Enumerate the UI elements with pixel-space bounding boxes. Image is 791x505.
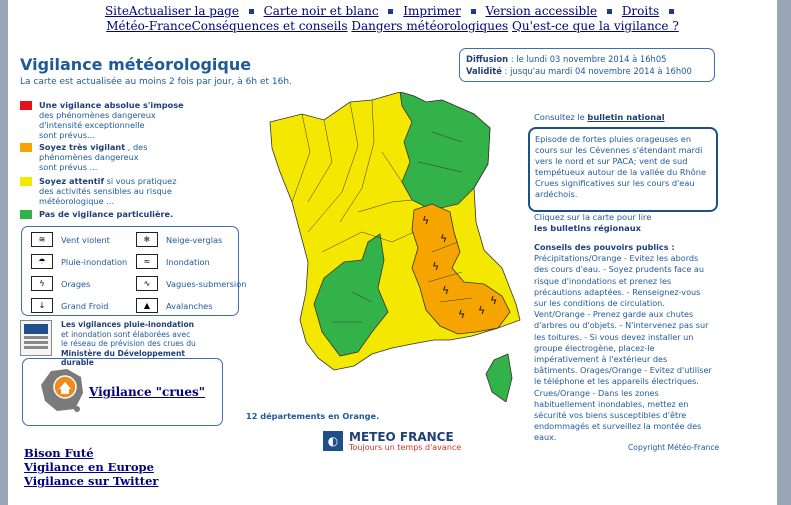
avalanches-label: Avalanches [166,300,213,311]
legend-flood [136,254,210,269]
page-subtitle: La carte est actualisée au moins 2 fois par jour, à 6h et 16h. [20,77,292,87]
snow-icon: ❄ [136,232,158,247]
flood-icon: ≈ [136,254,158,269]
crues-france-icon [37,365,89,417]
map-corsica[interactable] [486,354,512,402]
legend-green [20,209,173,219]
lightning-icon: ϟ [458,308,466,321]
vigilance-europe-link[interactable]: Vigilance en Europe [24,460,154,474]
flood-label: Inondation [166,256,210,267]
legend-rain-flood [31,254,127,269]
bullet-icon [607,9,612,14]
advice-title: Conseils des pouvoirs publics : [534,242,675,252]
lightning-icon: ϟ [478,304,486,317]
rain-flood-icon: ☂ [31,254,53,269]
orange-swatch [20,143,32,152]
map-green-northeast[interactable] [400,92,490,210]
meteo-france-link[interactable]: Météo-France [106,19,192,33]
wind-label: Vent violent [61,234,110,245]
storms-label: Orages [61,278,91,289]
diffusion-label: Diffusion [466,54,509,64]
france-vigilance-map[interactable] [262,92,527,402]
lightning-icon: ϟ [440,232,448,245]
legend-red-line2: des phénomènes dangereux [39,110,156,120]
bullet-icon [471,9,476,14]
bulletins-regionaux-link[interactable]: les bulletins régionaux [534,223,641,233]
validity-label: Validité [466,66,502,76]
left-frame-border [0,0,8,505]
site-link[interactable]: Site [104,4,129,18]
legend-red-title: Une vigilance absolue s'impose [39,100,184,110]
legend-green-title: Pas de vigilance particulière. [39,209,174,219]
episode-box: Episode de fortes pluies orageuses en cours sur les Cévennes s'étendant mardi vers le nord et sur PACA; vent de sud tempétueux autour de la vallée du Rhône Crues significatives sur les cours d'eau ardéchois. [528,127,718,212]
legend-orange-line3: sont prévus ... [39,162,98,172]
page-title: Vigilance météorologique [20,55,252,74]
snow-label: Neige-verglas [166,234,223,245]
diffusion-value: : le lundi 03 novembre 2014 à 16h05 [508,54,667,64]
legend-cold [31,298,109,313]
legend-yellow-title: Soyez attentif [39,176,105,186]
green-swatch [20,210,32,219]
legend-snow [136,232,222,247]
legend-orange [20,142,147,172]
logo-name: METEO FRANCE [349,430,454,444]
copyright: Copyright Météo-France [628,443,720,452]
rain-flood-label: Pluie-inondation [61,256,128,267]
vigilance-twitter-link[interactable]: Vigilance sur Twitter [24,474,159,488]
lightning-icon: ϟ [490,294,498,307]
legend-yellow [20,176,177,206]
avalanche-icon: ▲ [136,298,158,313]
legend-wind [31,232,110,247]
ministry-line4: Ministère du Développement durable [61,348,185,367]
public-advice [534,242,712,444]
lightning-icon: ϟ [442,284,450,297]
advice-text: Précipitations/Orange - Evitez les abords des cours d'eau. - Soyez prudents face au risque d'inondations et prenez les précautions adaptées. - Renseignez-vous sur les conditions de circulation. Vent/Orange - Prenez garde aux chutes d'arbres ou d'objets. - N'intervenez pas sur les toitures. - Si vous devez installer un groupe électrogène, placez-le impérativement à l'extérieur des bâtiments. Orages/Orange - Evitez d'utiliser le téléphone et les appareils électriques. Crues/Orange - Dans les zones habituellement inondables, mettez en sécurité vos biens susceptibles d'être endommagés et surveillez la montée des eaux. [534,253,712,443]
ministry-note [20,318,220,367]
diffusion-box [459,48,715,82]
thermometer-icon: ↓ [31,298,53,313]
yellow-swatch [20,177,32,186]
orange-count: 12 départements en Orange. [246,411,380,421]
legend-yellow-line2: des activités sensibles au risque [39,186,172,196]
legend-orange-line2: phénomènes dangereux [39,152,139,162]
print-bw-link[interactable]: Carte noir et blanc [263,4,379,18]
legend-waves [136,276,246,291]
ministry-logo-icon [20,320,52,356]
legend-yellow-line3: météorologique ... [39,196,115,206]
consult-national [534,112,665,123]
bottom-links [24,446,158,488]
accessible-version-link[interactable]: Version accessible [485,4,598,18]
consequences-link[interactable]: Conséquences et conseils [191,19,348,33]
bullet-icon [388,9,393,14]
legend-red [20,100,184,140]
vigilance-crues-link[interactable]: Vigilance "crues" [89,385,206,399]
red-swatch [20,101,32,110]
bulletin-national-link[interactable]: bulletin national [587,112,665,122]
legend-orange-title: Soyez très vigilant [39,142,126,152]
legend-orange-rest: , des [125,142,148,152]
lightning-icon: ϟ [422,214,430,227]
ministry-line1: Les vigilances pluie-inondation [61,320,195,329]
legend-red-line4: sont prévus... [39,130,95,140]
bullet-icon [669,9,674,14]
refresh-link[interactable]: Actualiser la page [128,4,239,18]
validity-value: : jusqu'au mardi 04 novembre 2014 à 16h00 [501,66,692,76]
waves-icon: ∿ [136,276,158,291]
logo-tagline: Toujours un temps d'avance [349,443,462,452]
consult-label: Consultez le [534,112,588,122]
ministry-line3: le réseau de prévision des crues du [61,339,196,348]
legend-avalanches [136,298,212,313]
lightning-icon: ϟ [432,260,440,273]
legend-yellow-rest: si vous pratiquez [104,176,177,186]
rights-link[interactable]: Droits [621,4,660,18]
bison-fute-link[interactable]: Bison Futé [24,446,94,460]
ministry-line2: et inondation sont élaborées avec [61,329,191,339]
lightning-icon: ϟ [31,276,53,291]
cold-label: Grand Froid [61,300,109,311]
print-link[interactable]: Imprimer [403,4,461,18]
meteo-france-mark-icon: ◐ [323,431,343,451]
legend-red-line3: d'intensité exceptionnelle [39,120,145,130]
meteo-france-logo[interactable] [323,431,463,453]
legend-storms [31,276,90,291]
what-is-vigilance-link[interactable]: Qu'est-ce que la vigilance ? [512,19,679,33]
waves-label: Vagues-submersion [166,278,247,289]
click-map-label: Cliquez sur la carte pour lire [534,212,652,222]
wind-icon: ≋ [31,232,53,247]
click-map-note [534,212,651,234]
right-scrollbar-track[interactable] [777,0,791,505]
top-navigation [8,4,777,34]
dangers-link[interactable]: Dangers météorologiques [351,19,509,33]
bullet-icon [249,9,254,14]
